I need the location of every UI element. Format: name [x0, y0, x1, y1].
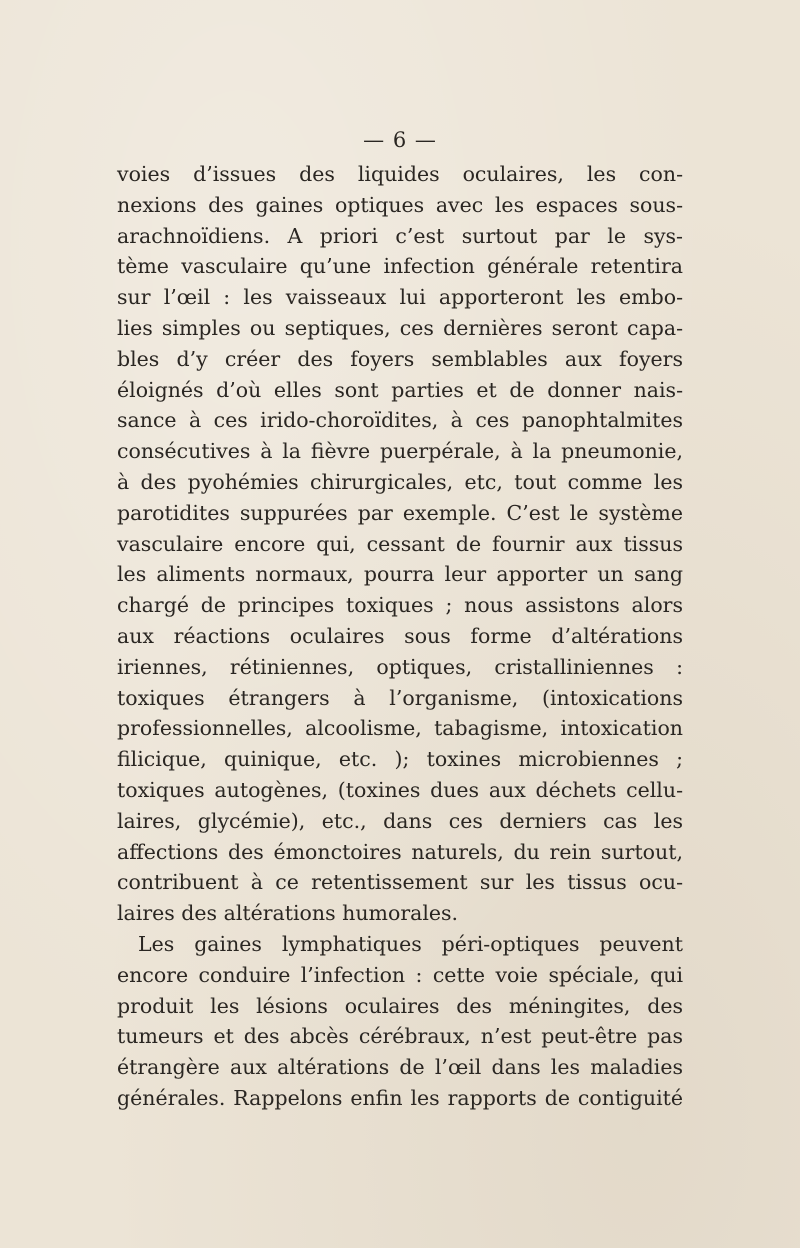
text-line: chargé de principes toxiques ; nous assistons alors: [117, 593, 683, 618]
text-line: vasculaire encore qui, cessant de fournir aux tissus: [117, 531, 683, 556]
text-line: laires des altérations humorales.: [117, 901, 459, 926]
text-line: contribuent à ce retentissement sur les tissus ocu-: [117, 870, 683, 895]
text-line: les aliments normaux, pourra leur apporter un sang: [117, 562, 683, 587]
text-line: produit les lésions oculaires des méningites, des: [117, 993, 683, 1018]
text-line: toxiques autogènes, (toxines dues aux déchets cellu-: [117, 777, 683, 802]
text-line: sance à ces irido-choroïdites, à ces panophtalmites: [117, 408, 683, 433]
text-line: iriennes, rétiniennes, optiques, cristalliniennes :: [117, 654, 683, 679]
text-line: lies simples ou septiques, ces dernières seront capa-: [117, 315, 683, 340]
page-number: — 6 —: [363, 128, 437, 152]
text-line: consécutives à la fièvre puerpérale, à la pneumonie,: [117, 439, 683, 464]
text-line: nexions des gaines optiques avec les espaces sous-: [117, 192, 683, 217]
body-text: [117, 159, 683, 1114]
text-line: parotidites suppurées par exemple. C’est le système: [117, 500, 683, 525]
text-line: voies d’issues des liquides oculaires, les con-: [117, 162, 683, 186]
text-line: aux réactions oculaires sous forme d’altérations: [117, 623, 683, 648]
text-line: éloignés d’où elles sont parties et de donner nais-: [117, 377, 683, 402]
text-line: étrangère aux altérations de l’œil dans les maladies: [117, 1055, 683, 1080]
text-line: professionnelles, alcoolisme, tabagisme, intoxication: [117, 716, 683, 741]
text-line: encore conduire l’infection : cette voie spéciale, qui: [117, 962, 683, 987]
text-line: tème vasculaire qu’une infection générale retentira: [117, 254, 683, 279]
text-line: Les gaines lymphatiques péri-optiques peuvent: [138, 931, 683, 956]
text-line: sur l’œil : les vaisseaux lui apporteront les embo-: [117, 285, 683, 310]
text-line: à des pyohémies chirurgicales, etc, tout comme les: [117, 469, 683, 494]
text-line: tumeurs et des abcès cérébraux, n’est peut-être pas: [117, 1024, 683, 1049]
text-line: bles d’y créer des foyers semblables aux foyers: [117, 346, 683, 371]
text-line: générales. Rappelons enfin les rapports de contiguité: [117, 1085, 683, 1110]
text-line: filicique, quinique, etc. ); toxines microbiennes ;: [117, 747, 683, 772]
text-line: arachnoïdiens. A priori c’est surtout par le sys-: [117, 223, 683, 248]
text-line: affections des émonctoires naturels, du rein surtout,: [117, 839, 683, 864]
text-line: toxiques étrangers à l’organisme, (intoxications: [117, 685, 683, 710]
text-line: laires, glycémie), etc., dans ces derniers cas les: [117, 808, 683, 833]
